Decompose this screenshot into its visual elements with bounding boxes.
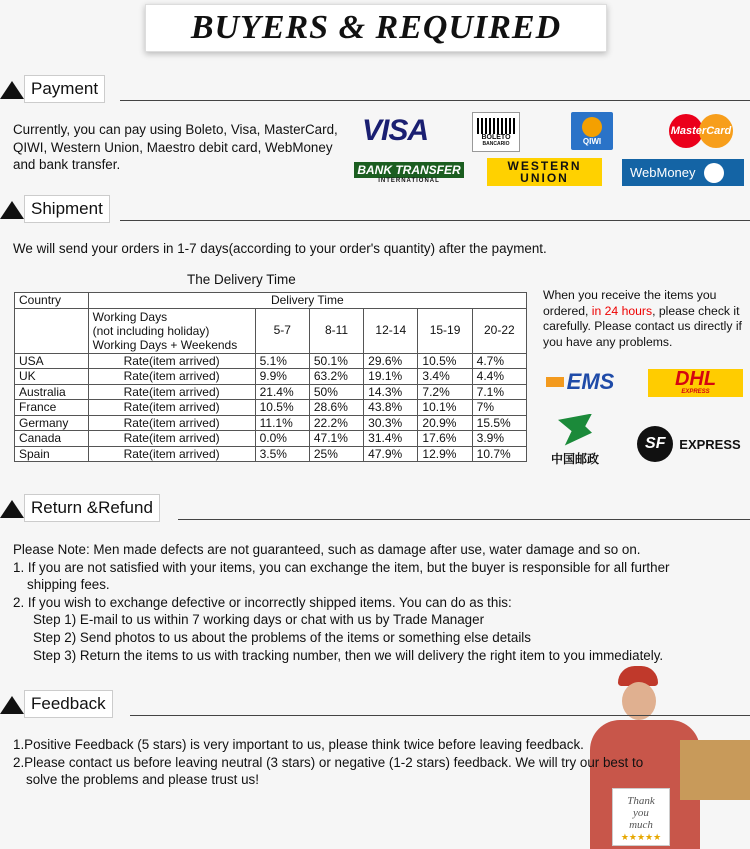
delivery-time-table: [14, 292, 527, 462]
range-header: 8-11: [309, 308, 363, 353]
sf-icon: SF: [637, 426, 673, 462]
rate-value-cell: 4.4%: [472, 369, 526, 385]
table-row: [15, 384, 527, 400]
country-cell: Germany: [15, 415, 89, 431]
inspection-note: When you receive the items you ordered, in 24 hours, please check it carefully. Please contact us directly if you have any problems.: [543, 288, 742, 349]
table-subheader-row: [15, 308, 527, 353]
rate-value-cell: 7%: [472, 400, 526, 416]
rate-value-cell: 10.1%: [418, 400, 472, 416]
rate-value-cell: 10.5%: [418, 353, 472, 369]
table-row: [15, 431, 527, 447]
rate-label-cell: Rate(item arrived): [88, 431, 255, 447]
ems-logo: EMS: [540, 368, 620, 396]
rate-value-cell: 31.4%: [364, 431, 418, 447]
rate-value-cell: 25%: [309, 446, 363, 462]
webmoney-logo: WebMoney: [622, 159, 744, 186]
rate-value-cell: 47.9%: [364, 446, 418, 462]
range-header: 20-22: [472, 308, 526, 353]
country-cell: USA: [15, 353, 89, 369]
dhl-logo: DHL EXPRESS: [648, 369, 743, 397]
western-union-logo: WESTERN UNION: [487, 158, 602, 186]
rate-label-cell: Rate(item arrived): [88, 369, 255, 385]
china-post-logo: 中国邮政: [540, 412, 610, 468]
rate-value-cell: 4.7%: [472, 353, 526, 369]
bank-transfer-logo: BANK TRANSFER INTERNATIONAL: [350, 160, 468, 186]
header-delivery-time: Delivery Time: [88, 293, 526, 309]
barcode-icon: [477, 118, 515, 134]
rate-value-cell: 47.1%: [309, 431, 363, 447]
rate-value-cell: 19.1%: [364, 369, 418, 385]
table-header-row: [15, 293, 527, 309]
feedback-item-2-cont: solve the problems and please trust us!: [26, 772, 259, 788]
qiwi-icon: [582, 117, 602, 137]
china-post-icon: [558, 414, 592, 446]
country-cell: Spain: [15, 446, 89, 462]
range-header: 12-14: [364, 308, 418, 353]
refund-step-1: Step 1) E-mail to us within 7 working days or chat with us by Trade Manager: [33, 612, 485, 628]
feedback-item-1: 1.Positive Feedback (5 stars) is very important to us, please think twice before leaving feedback.: [13, 737, 584, 752]
rate-value-cell: 30.3%: [364, 415, 418, 431]
rate-value-cell: 3.9%: [472, 431, 526, 447]
working-days-label: Working Days (not including holiday) Working Days + Weekends: [88, 308, 255, 353]
sf-express-logo: SF EXPRESS: [634, 424, 744, 464]
rate-value-cell: 63.2%: [309, 369, 363, 385]
divider: [178, 519, 750, 520]
header-country: Country: [15, 293, 89, 309]
rate-value-cell: 50%: [309, 384, 363, 400]
refund-heading: Return &Refund: [24, 494, 160, 522]
shipment-heading: Shipment: [24, 195, 110, 223]
title-banner: [145, 4, 607, 52]
stars-icon: ★★★★★: [620, 832, 662, 842]
shipment-section-header: [0, 195, 750, 221]
page-title: BUYERS & REQUIRED: [190, 9, 562, 46]
rate-value-cell: 15.5%: [472, 415, 526, 431]
country-cell: France: [15, 400, 89, 416]
rate-value-cell: 10.7%: [472, 446, 526, 462]
rate-value-cell: 22.2%: [309, 415, 363, 431]
webmoney-icon: [704, 163, 724, 183]
range-header: 5-7: [255, 308, 309, 353]
refund-item-1: 1. If you are not satisfied with your items, you can exchange the item, but the buyer is responsible for all further: [13, 559, 670, 575]
rate-value-cell: 50.1%: [309, 353, 363, 369]
table-title: The Delivery Time: [187, 272, 296, 287]
range-header: 15-19: [418, 308, 472, 353]
table-row: [15, 415, 527, 431]
ems-arrow-icon: [546, 377, 564, 387]
rate-value-cell: 21.4%: [255, 384, 309, 400]
qiwi-logo: QIWI: [571, 112, 613, 150]
refund-section-header: [0, 494, 750, 520]
thank-you-card: Thank you much ★★★★★: [612, 788, 670, 846]
divider: [120, 220, 750, 221]
rate-label-cell: Rate(item arrived): [88, 353, 255, 369]
payment-text: Currently, you can pay using Boleto, Visa, MasterCard, QIWI, Western Union, Maestro debit card, WebMoney and bank transfer.: [13, 122, 338, 173]
rate-value-cell: 0.0%: [255, 431, 309, 447]
rate-label-cell: Rate(item arrived): [88, 384, 255, 400]
payment-heading: Payment: [24, 75, 105, 103]
rate-value-cell: 9.9%: [255, 369, 309, 385]
refund-step-3: Step 3) Return the items to us with tracking number, then we will delivery the right item to you immediately.: [33, 647, 664, 663]
rate-label-cell: Rate(item arrived): [88, 446, 255, 462]
rate-value-cell: 5.1%: [255, 353, 309, 369]
visa-logo: VISA: [361, 114, 429, 147]
rate-value-cell: 29.6%: [364, 353, 418, 369]
refund-item-1-cont: shipping fees.: [27, 577, 110, 593]
shipment-text: We will send your orders in 1-7 days(according to your order's quantity) after the payment.: [13, 241, 547, 256]
rate-value-cell: 28.6%: [309, 400, 363, 416]
divider: [130, 715, 750, 716]
refund-text: [13, 541, 743, 664]
rate-value-cell: 14.3%: [364, 384, 418, 400]
payment-section-header: [0, 75, 750, 101]
rate-value-cell: 7.2%: [418, 384, 472, 400]
table-row: [15, 369, 527, 385]
triangle-icon: [0, 696, 24, 714]
rate-value-cell: 12.9%: [418, 446, 472, 462]
triangle-icon: [0, 500, 24, 518]
feedback-section-header: [0, 690, 750, 716]
refund-note: Please Note: Men made defects are not guaranteed, such as damage after use, water damage and so on.: [13, 542, 641, 557]
country-cell: Canada: [15, 431, 89, 447]
boleto-logo: BOLETO BANCARIO: [472, 112, 520, 152]
refund-step-2: Step 2) Send photos to us about the problems of the items or something else details: [33, 629, 531, 645]
refund-item-2: 2. If you wish to exchange defective or incorrectly shipped items. You can do as this:: [13, 594, 512, 610]
triangle-icon: [0, 81, 24, 99]
rate-value-cell: 3.4%: [418, 369, 472, 385]
rate-value-cell: 7.1%: [472, 384, 526, 400]
country-cell: Australia: [15, 384, 89, 400]
triangle-icon: [0, 201, 24, 219]
mastercard-logo: MasterCard: [667, 113, 735, 149]
rate-value-cell: 10.5%: [255, 400, 309, 416]
feedback-heading: Feedback: [24, 690, 113, 718]
table-row: [15, 400, 527, 416]
rate-value-cell: 11.1%: [255, 415, 309, 431]
feedback-text: [13, 736, 743, 789]
rate-value-cell: 3.5%: [255, 446, 309, 462]
rate-value-cell: 43.8%: [364, 400, 418, 416]
rate-label-cell: Rate(item arrived): [88, 400, 255, 416]
table-row: [15, 353, 527, 369]
rate-value-cell: 20.9%: [418, 415, 472, 431]
rate-value-cell: 17.6%: [418, 431, 472, 447]
divider: [120, 100, 750, 101]
rate-label-cell: Rate(item arrived): [88, 415, 255, 431]
feedback-item-2: 2.Please contact us before leaving neutral (3 stars) or negative (1-2 stars) feedback. We will try our best to: [13, 754, 644, 770]
country-cell: UK: [15, 369, 89, 385]
table-row: [15, 446, 527, 462]
